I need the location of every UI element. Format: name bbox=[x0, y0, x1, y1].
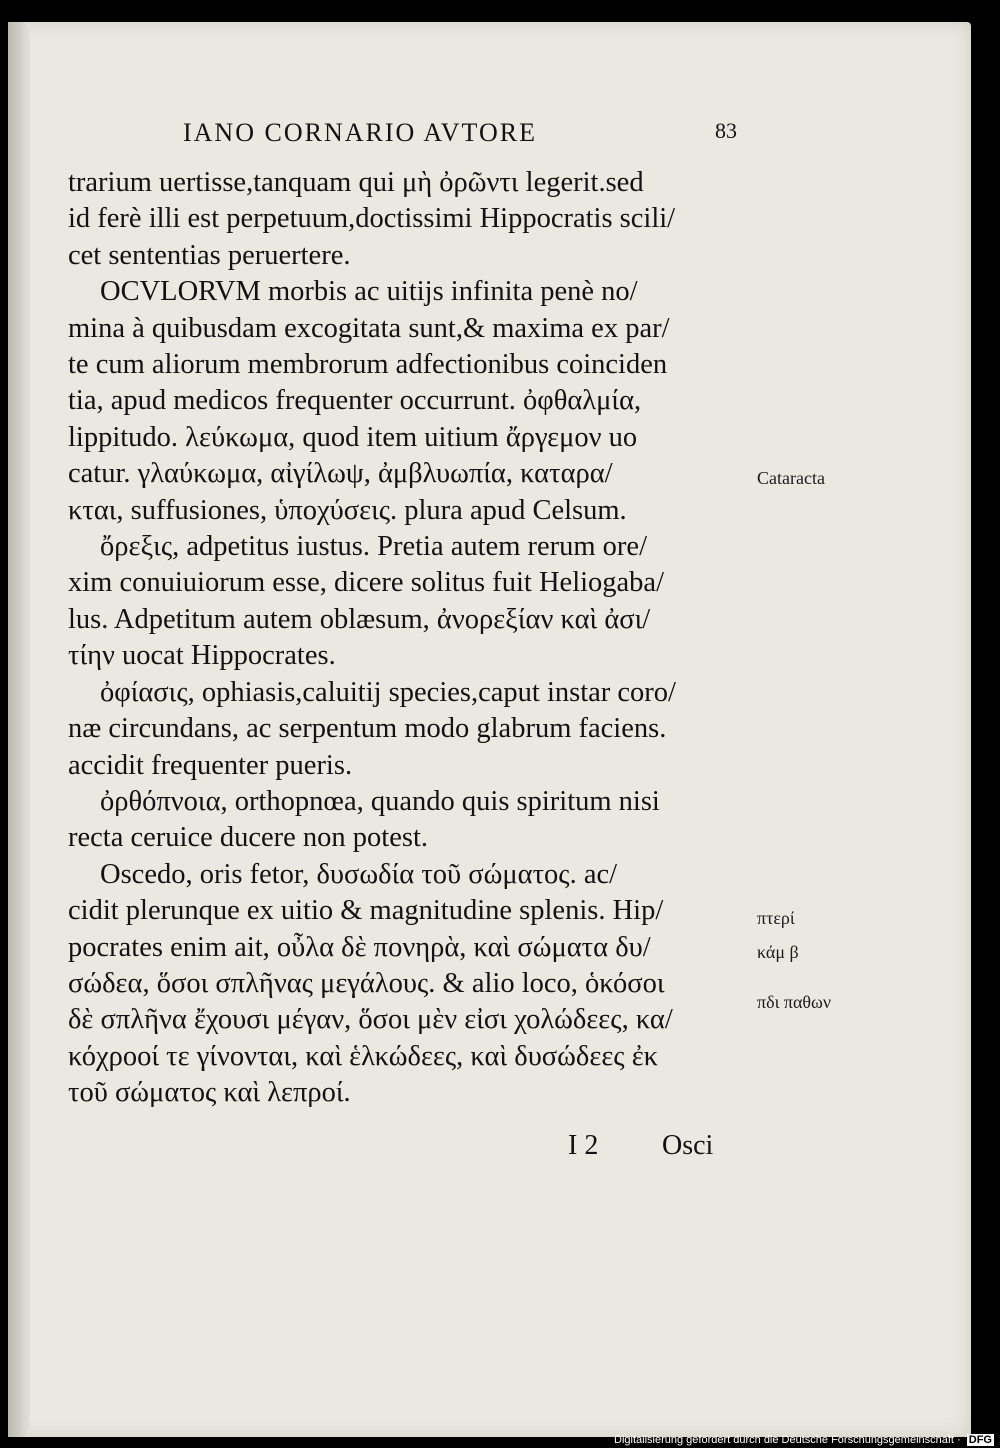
text-line: recta ceruice ducere non potest. bbox=[68, 822, 429, 854]
text-line: τοῦ σώματος καὶ λεπροί. bbox=[68, 1077, 351, 1109]
signature-mark: I 2 bbox=[568, 1130, 599, 1161]
text-line: σώδεα, ὅσοι σπλῆνας μεγάλους. & alio loco, ὁκόσοι bbox=[68, 967, 665, 999]
page-gutter bbox=[8, 22, 30, 1437]
text-line: cet sententias peruertere. bbox=[68, 239, 351, 271]
text-line: te cum aliorum membrorum adfectionibus coinciden bbox=[68, 349, 668, 381]
text-line: lus. Adpetitum autem oblæsum, ἀνορεξίαν καὶ ἀσι/ bbox=[68, 603, 651, 635]
text-line: OCVLORVM morbis ac uitijs infinita penè no/ bbox=[100, 276, 638, 308]
text-line: ὀφίασις, ophiasis,caluitij species,caput instar coro/ bbox=[100, 676, 676, 708]
text-line: κται, suffusiones, ὑποχύσεις. plura apud Celsum. bbox=[68, 494, 627, 526]
text-line: ὄρεξις, adpetitus iustus. Pretia autem rerum ore/ bbox=[100, 531, 647, 563]
text-line: κόχροοί τε γίνονται, καὶ ἑλκώδεες, καὶ δυσώδεες ἐκ bbox=[68, 1040, 659, 1072]
text-line: tia, apud medicos frequenter occurrunt. ὀφθαλμία, bbox=[68, 385, 642, 417]
margin-note: πδι παθων bbox=[757, 992, 832, 1012]
text-line: ὀρθόπνοια, orthopnœa, quando quis spiritum nisi bbox=[100, 785, 660, 817]
text-line: trarium uertisse,tanquam qui μὴ ὀρῶντι legerit.sed bbox=[68, 167, 644, 198]
text-line: id ferè illi est perpetuum,doctissimi Hippocratis scili/ bbox=[68, 203, 676, 235]
text-line: catur. γλαύκωμα, αἰγίλωψ, ἀμβλυωπία, καταρα/ bbox=[68, 458, 613, 490]
page-number: 83 bbox=[715, 118, 737, 143]
text-line: τίην uocat Hippocrates. bbox=[68, 640, 336, 672]
text-line: cidit plerunque ex uitio & magnitudine splenis. Hip/ bbox=[68, 895, 664, 927]
text-line: xim conuiuiorum esse, dicere solitus fuit Heliogaba/ bbox=[68, 567, 664, 599]
catchword: Osci bbox=[662, 1130, 714, 1161]
text-line: accidit frequenter pueris. bbox=[68, 749, 353, 781]
text-line: lippitudo. λεύκωμα, quod item uitium ἄργεμον uo bbox=[68, 421, 638, 453]
text-line: mina à quibusdam excogitata sunt,& maxima ex par/ bbox=[68, 312, 670, 344]
credit-text: Digitalisierung gefördert durch die Deutsche Forschungsgemeinschaft · bbox=[614, 1434, 961, 1446]
body-text bbox=[68, 165, 748, 1112]
text-line: δὲ σπλῆνα ἔχουσι μέγαν, ὅσοι μὲν εἰσι χολώδεες, κα/ bbox=[68, 1004, 673, 1036]
margin-note: πτερί bbox=[757, 908, 795, 928]
text-line: Oscedo, oris fetor, δυσωδία τοῦ σώματος. ac/ bbox=[100, 858, 618, 890]
text-line: næ circundans, ac serpentum modo glabrum faciens. bbox=[68, 713, 667, 745]
text-line: pocrates enim ait, οὖλα δὲ πονηρὰ, καὶ σώματα δυ/ bbox=[68, 931, 651, 963]
running-title: IANO CORNARIO AVTORE bbox=[183, 118, 537, 147]
digitization-credit bbox=[614, 1434, 994, 1446]
margin-note-cataracta: Cataracta bbox=[757, 468, 825, 488]
dfg-logo: DFG bbox=[968, 1434, 992, 1446]
margin-note: κάμ β bbox=[757, 942, 799, 962]
